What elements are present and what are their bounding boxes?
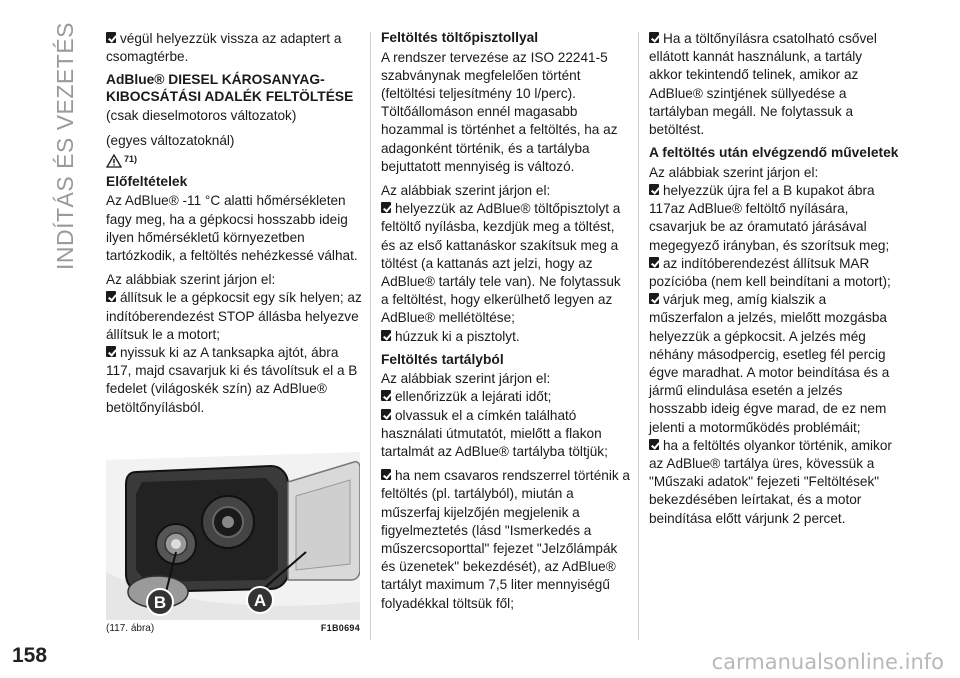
bullet-icon <box>106 290 117 304</box>
bullet-item: helyezzük az AdBlue® töltőpisztolyt a feltöltő nyílásba, kezdjük meg a töltést, és az első kattanáskor szakítsuk meg a töltést (a kattanás azt jelzi, hogy az AdBlue® tartály tele van). Ne folytassuk a feltöltést, hogy elkerülhető legyen az AdBlue® mellétöltése; <box>381 201 621 326</box>
bullet-item: helyezzük újra fel a B kupakot ábra 117az AdBlue® feltöltő nyílására, csavarjuk be az óramutató járásával megegyező irányban, és szorítsuk meg; <box>649 182 890 253</box>
bullet-item: az indítóberendezést állítsuk MAR pozícióba (nem kell beindítani a motort); <box>649 255 891 289</box>
section-heading: Feltöltés töltőpisztollyal <box>381 30 539 45</box>
section-heading: AdBlue® DIESEL KÁROSANYAG-KIBOCSÁTÁSI ADALÉK FELTÖLTÉSE <box>106 72 354 104</box>
column-2 <box>381 30 631 619</box>
bullet-icon <box>381 389 392 403</box>
figure-caption: (117. ábra) <box>106 623 155 634</box>
bullet-item: húzzuk ki a pisztolyt. <box>381 328 631 346</box>
column-3 <box>649 30 899 534</box>
paragraph: Az alábbiak szerint járjon el: <box>649 164 819 180</box>
bullet-icon <box>381 408 392 422</box>
bullet-icon <box>649 438 660 452</box>
paragraph: Az alábbiak szerint járjon el: <box>381 371 551 387</box>
column-divider <box>370 32 371 640</box>
page-number: 158 <box>12 644 48 667</box>
paragraph: (egyes változatoknál) <box>106 132 235 148</box>
bullet-item: állítsuk le a gépkocsit egy sík helyen; az indítóberendezést STOP állásba helyezve állítsuk le a motort; <box>106 290 362 342</box>
section-heading: A feltöltés után elvégzendő műveletek <box>649 145 899 161</box>
bullet-item: várjuk meg, amíg kialszik a műszerfalon a jelzés, mielőtt mozgásba helyezzük a gépkocsit. A jelzés még néhány másodpercig, esetleg fél percig égve maradhat. A motor beindítása és a jármű elindulása esetén a jelzés hosszabb ideig égve marad, de ez nem jelenti a motorműködés problémáit; <box>649 292 890 435</box>
paragraph: Az alábbiak szerint járjon el: <box>381 182 551 198</box>
figure-label-a: A <box>253 591 267 610</box>
paragraph: végül helyezzük vissza az adaptert a csomagtérbe. <box>106 31 342 65</box>
bullet-item: Ha a töltőnyílásra csatolható csővel ellátott kannát használunk, a tartály akkor tekintendő telinek, amikor az AdBlue® szintjének süllyedése a tartályban megáll. Ne folytassuk a betöltést. <box>649 31 877 138</box>
warning-ref-number: 71) <box>124 153 138 164</box>
watermark: carmanualsonline.info <box>711 650 944 674</box>
bullet-item: ha nem csavaros rendszerrel történik a feltöltés (pl. tartályból), miután a műszerfaj kijelzőjén megjelenik a figyelmeztetés (lásd "Ismerkedés a műszercsoporttal" fejezet "Jelzőlámpák és üzenetek" bekezdését), az AdBlue® tartályt maximum 7,5 liter mennyiségű folyadékkal töltsük fől; <box>381 468 630 611</box>
chapter-side-title: INDÍTÁS ÉS VEZETÉS <box>52 22 78 270</box>
paragraph: Az AdBlue® -11 °C alatti hőmérsékleten fagy meg, ha a gépkocsi hosszabb ideig ilyen hőmérsékletű környezetben tartózkodik, a feltöltés nehézkessé válhat. <box>106 193 358 263</box>
warning-reference <box>106 152 366 168</box>
paragraph: (csak dieselmotoros változatok) <box>106 108 297 124</box>
figure-label-b: B <box>153 593 167 612</box>
column-1 <box>106 30 366 423</box>
section-heading: Előfeltételek <box>106 173 188 189</box>
bullet-item: ellenőrizzük a lejárati időt; <box>381 388 631 406</box>
section-heading: Feltöltés tartályból <box>381 351 504 367</box>
bullet-icon <box>381 468 392 482</box>
bullet-icon <box>649 256 660 270</box>
bullet-icon <box>381 201 392 215</box>
bullet-icon <box>381 329 392 343</box>
bullet-icon <box>649 31 660 45</box>
adblue-filler-illustration <box>106 452 360 620</box>
column-divider <box>638 32 639 640</box>
paragraph: Az alábbiak szerint járjon el: <box>106 272 276 288</box>
bullet-icon <box>649 292 660 306</box>
figure-117 <box>106 452 360 642</box>
figure-code: F1B0694 <box>320 623 360 633</box>
bullet-icon <box>106 345 117 359</box>
bullet-item: nyissuk ki az A tanksapka ajtót, ábra 117, majd csavarjuk ki és távolítsuk el a B fedelet (világoskék szín) az AdBlue® betöltőnyílásból. <box>106 344 358 415</box>
bullet-item: olvassuk el a címkén található használati útmutatót, mielőtt a flakon tartalmát az AdBlue® tartályba töltjük; <box>381 407 608 460</box>
figure-caption-row <box>106 623 360 634</box>
bullet-icon <box>649 183 660 197</box>
paragraph: A rendszer tervezése az ISO 22241-5 szabványnak megfelelően történt (feltöltési teljesítmény 10 l/perc). Töltőállomáson ennél magasabb hozammal is történhet a feltöltés, ha az adagonként történik, és a tartályba bejuttatott mennyiség is változó. <box>381 49 618 174</box>
bullet-icon <box>106 31 117 45</box>
warning-triangle-icon <box>106 154 122 168</box>
bullet-item: ha a feltöltés olyankor történik, amikor az AdBlue® tartálya üres, kövessük a "Műszaki adatok" fejezeti "Feltöltések" bekezdésében leírtakat, és a motor beindítása előtt várjunk 2 percet. <box>649 437 892 526</box>
